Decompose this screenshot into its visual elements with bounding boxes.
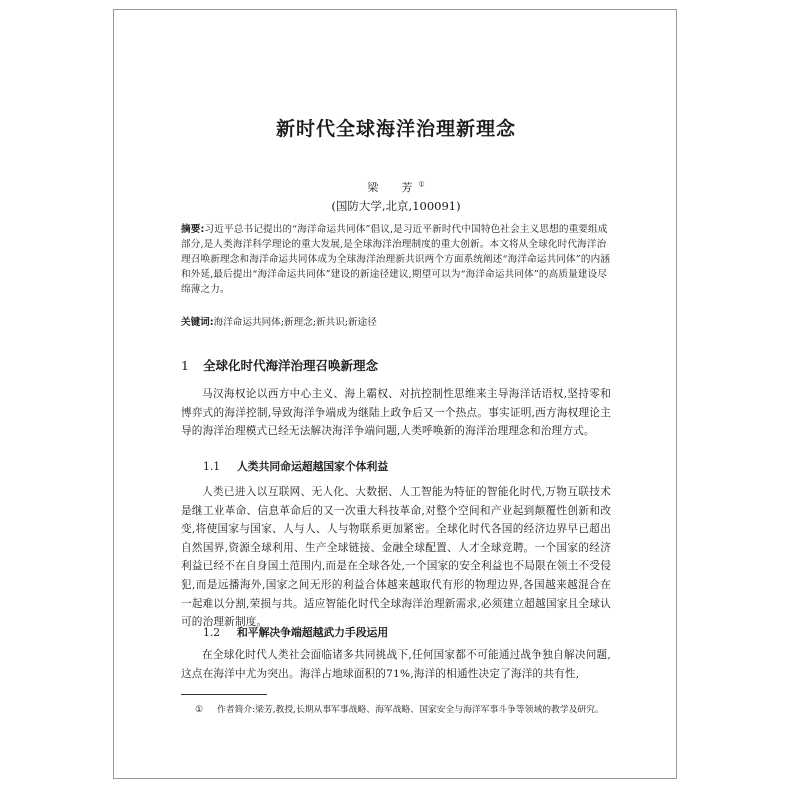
- subsection-1-2-paragraph: 在全球化时代人类社会面临诸多共同挑战下,任何国家都不可能通过战争独自解决问题,这点在海洋中尤为突出。海洋占地球面积的71%,海洋的相通性决定了海洋的共有性,: [181, 649, 611, 680]
- author-line: [181, 179, 611, 195]
- footnote-mark: ①: [195, 705, 203, 715]
- section-1-heading: [181, 356, 611, 374]
- author-name: 梁 芳: [367, 181, 419, 194]
- footnote: [181, 703, 611, 718]
- subsection-1-2-number: 1.2: [203, 626, 221, 639]
- document-page: [113, 9, 677, 779]
- subsection-1-2-title: 和平解决争端超越武力手段运用: [237, 626, 389, 639]
- subsection-1-1-number: 1.1: [203, 460, 221, 473]
- section-1-paragraph: 马汉海权论以西方中心主义、海上霸权、对抗控制性思维来主导海洋话语权,坚持零和博弈式的海洋控制,导致海洋争端成为继陆上政争后又一个热点。事实证明,西方海权理论主导的海洋治理模式已经无法解决海洋争端问题,人类呼唤新的海洋治理理念和治理方式。: [181, 388, 611, 438]
- abstract-text: 习近平总书记提出的“海洋命运共同体”倡议,是习近平新时代中国特色社会主义思想的重要组成部分,是人类海洋科学理论的重大发展,是全球海洋治理制度的重大创新。本文将从全球化时代海洋治理召唤新理念和海洋命运共同体成为全球海洋治理新共识两个方面系统阐述“海洋命运共同体”的内涵和外延,最后提出“海洋命运共同体”建设的新途径建议,期望可以为“海洋命运共同体”的高质量建设尽绵薄之力。: [181, 224, 611, 295]
- subsection-1-1-heading: [203, 459, 388, 474]
- subsection-1-2-heading: [203, 625, 388, 640]
- abstract-label: 摘要:: [181, 224, 205, 235]
- paper-title: 新时代全球海洋治理新理念: [275, 118, 516, 140]
- footnote-text: 作者简介:梁芳,教授,长期从事军事战略、海军战略、国家安全与海洋军事斗争等领域的教学及研究。: [217, 705, 604, 715]
- author-affiliation: (国防大学,北京,100091): [331, 199, 461, 213]
- keywords-label: 关键词:: [181, 317, 214, 328]
- keywords-text: 海洋命运共同体;新理念;新共识;新途径: [213, 317, 377, 328]
- abstract: [181, 222, 611, 297]
- section-1-title: 全球化时代海洋治理召唤新理念: [203, 358, 379, 373]
- author-footnote-mark: ①: [418, 180, 425, 189]
- section-1-number: 1: [181, 358, 189, 373]
- keywords: [181, 315, 611, 330]
- subsection-1-1-paragraph: 人类已进入以互联网、无人化、大数据、人工智能为特征的智能化时代,万物互联技术是继工业革命、信息革命后的又一次重大科技革命,对整个空间和产业起到颠覆性创新和改变,将使国家与国家、人与人、人与物联系更加紧密。全球化时代各国的经济边界早已超出自然国界,资源全球利用、生产全球链接、金融全球配置、人才全球竞聘。一个国家的经济利益已经不在自身国土范围内,而是在全球各处,一个国家的安全利益也不局限在领土不受侵犯,而是远播海外,国家之间无形的利益合体越来越取代有形的物理边界,各国越来越混合在一起难以分割,荣损与共。适应智能化时代全球海洋治理新需求,必须建立超越国家且全球认可的治理新制度。: [181, 486, 611, 629]
- footnote-rule: [181, 694, 267, 695]
- subsection-1-1-title: 人类共同命运超越国家个体利益: [237, 460, 389, 473]
